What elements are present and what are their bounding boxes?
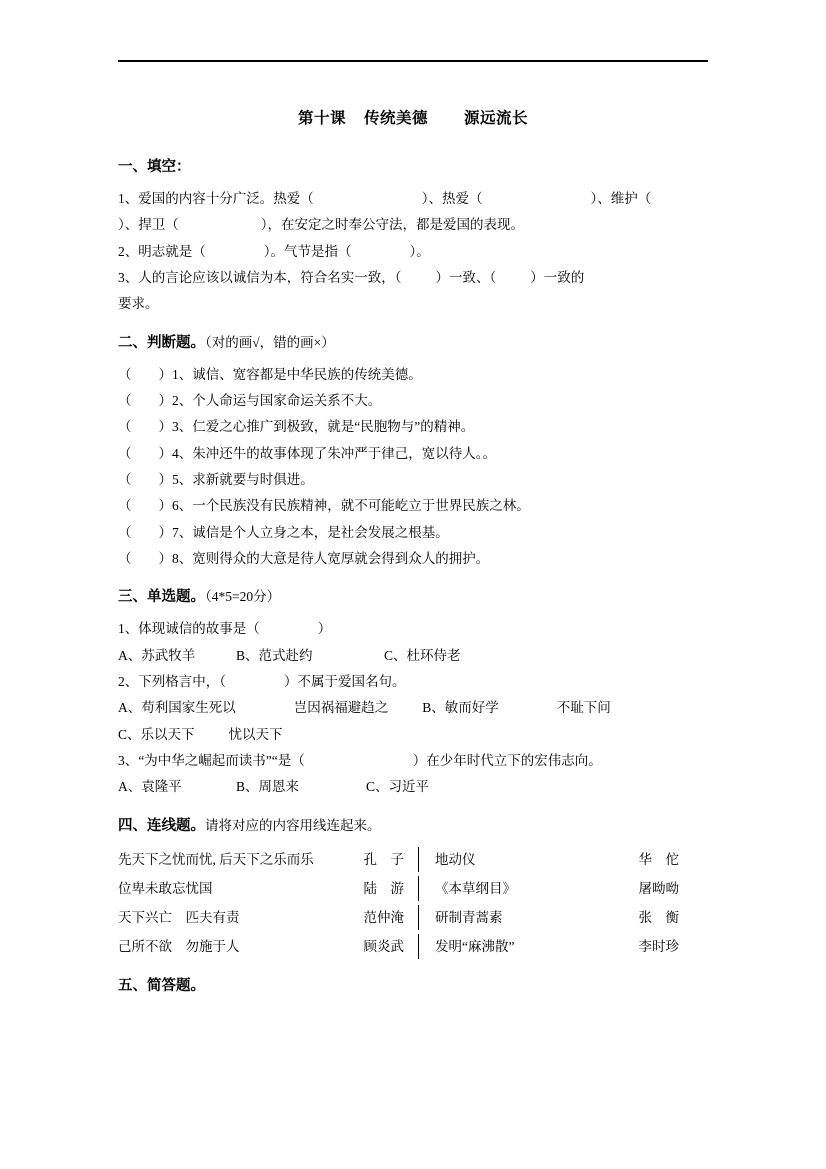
- match-left-name: 顾炎武: [363, 938, 404, 954]
- choice-head-label: 三、单选题。: [118, 589, 205, 606]
- match-left-cell: [118, 845, 418, 874]
- choice-q2-option-b-cont: 不耻下问: [556, 700, 611, 716]
- choice-q2-option-b: B、敏而好学: [422, 700, 499, 716]
- match-head-note: 请将对应的内容用线连起来。: [205, 817, 381, 833]
- fill-question-1-cont: [118, 212, 708, 238]
- judge-item: （ ）7、诚信是个人立身之本，是社会发展之根基。: [118, 524, 449, 540]
- match-left-phrase: 己所不欲 勿施于人: [118, 938, 240, 954]
- match-right-phrase: 发明“麻沸散”: [435, 938, 515, 954]
- choice-head-note: （4*5=20分）: [205, 589, 281, 605]
- fill-q1-b: ）、热爱（: [421, 191, 483, 207]
- choice-q2-option-c-cont: 忧以天下: [228, 726, 283, 742]
- match-left-cell: [118, 903, 418, 932]
- judge-item: （ ）2、个人命运与国家命运关系不大。: [118, 393, 382, 409]
- match-left-phrase: 位卑未敢忘忧国: [118, 880, 213, 896]
- judge-item: （ ）4、朱冲还牛的故事体现了朱冲严于律己，宽以待人。。: [118, 445, 496, 461]
- fill-question-3-cont: 要求。: [118, 296, 159, 312]
- choice-q3-end: ）在少年时代立下的宏伟志向。: [412, 752, 602, 768]
- section-heading-match: [118, 813, 708, 839]
- fill-question-3: [118, 265, 708, 291]
- judge-head-label: 二、判断题。: [118, 334, 205, 351]
- choice-question-3: [118, 748, 708, 774]
- match-table: [118, 845, 708, 961]
- match-right-name: 华 佗: [638, 851, 679, 867]
- judge-item: （ ）5、求新就要与时俱进。: [118, 472, 314, 487]
- match-right-phrase: 《本草纲目》: [435, 880, 516, 896]
- choice-q2-option-a-cont: 岂因祸福避趋之: [293, 700, 389, 716]
- judge-item: （ ）6、一个民族没有民族精神，就不可能屹立于世界民族之林。: [118, 498, 530, 514]
- choice-q2-text: 2、下列格言中，（: [118, 673, 226, 689]
- match-left-name: 范仲淹: [363, 909, 404, 925]
- fill-q1-d: ）、捍卫（: [118, 217, 179, 233]
- match-row: [118, 845, 708, 874]
- match-left-phrase: 天下兴亡 匹夫有责: [118, 909, 240, 925]
- fill-q3-c: ）一致的: [530, 270, 585, 286]
- choice-q2-options-line1: [118, 695, 708, 721]
- title-part1: 传统美德: [363, 110, 428, 127]
- choice-q2-option-a: A、苟利国家生死以: [118, 700, 236, 716]
- section-heading-judge: [118, 330, 708, 356]
- choice-question-2: [118, 669, 708, 695]
- match-right-cell: [419, 903, 679, 932]
- match-right-cell: [419, 932, 679, 961]
- match-left-name: 陆 游: [363, 880, 404, 896]
- choice-q1-option-a: A、苏武牧羊: [118, 647, 196, 663]
- fill-question-2: [118, 239, 708, 265]
- fill-q1-c: ）、维护（: [590, 191, 652, 207]
- fill-q3-b: ）一致、（: [435, 270, 497, 286]
- choice-q1-option-c: C、杜环侍老: [384, 647, 461, 663]
- choice-question-1: [118, 616, 708, 642]
- match-right-cell: [419, 845, 679, 874]
- choice-q1-option-b: B、范式赴约: [236, 647, 313, 663]
- match-right-name: 屠呦呦: [638, 880, 679, 896]
- judge-head-note: （对的画√，错的画×）: [205, 334, 335, 350]
- choice-q2-end: ）不属于爱国名句。: [284, 673, 406, 689]
- choice-q3-option-c: C、习近平: [366, 779, 430, 795]
- fill-q1-a: 1、爱国的内容十分广泛。热爱（: [118, 191, 314, 207]
- fill-q2-c: ）。: [409, 243, 430, 259]
- match-right-name: 李时珍: [638, 938, 679, 954]
- page-title: [118, 106, 708, 128]
- fill-question-1: [118, 186, 708, 212]
- title-part2: 源远流长: [464, 110, 529, 127]
- judge-item: （ ）3、仁爱之心推广到极致，就是“民胞物与”的精神。: [118, 419, 475, 435]
- match-left-name: 孔 子: [363, 851, 404, 867]
- match-row: [118, 874, 708, 903]
- choice-q2-options-line2: [118, 722, 708, 748]
- judge-item: （ ）1、诚信、宽容都是中华民族的传统美德。: [118, 366, 422, 382]
- choice-q3-option-b: B、周恩来: [236, 779, 300, 795]
- title-lesson: 第十课: [297, 110, 346, 127]
- choice-q3-text: 3、“为中华之崛起而读书”“是（: [118, 752, 305, 768]
- match-right-phrase: 地动仪: [435, 851, 476, 867]
- match-left-cell: [118, 874, 418, 903]
- fill-q3-a: 3、人的言论应该以诚信为本，符合名实一致，（: [118, 270, 402, 286]
- choice-q3-options: [118, 774, 708, 800]
- header-rule: [118, 60, 708, 62]
- match-left-phrase: 先天下之忧而忧, 后天下之乐而乐: [118, 851, 314, 867]
- document-body: [118, 60, 708, 1005]
- choice-q3-option-a: A、袁隆平: [118, 779, 182, 795]
- fill-q1-e: ），在安定之时奉公守法，都是爱国的表现。: [260, 217, 524, 233]
- match-right-cell: [419, 874, 679, 903]
- fill-q2-a: 2、明志就是（: [118, 243, 206, 259]
- section-heading-short: 五、简答题。: [118, 977, 205, 994]
- match-right-name: 张 衡: [638, 909, 679, 925]
- choice-q1-options: [118, 643, 708, 669]
- section-heading-fill: 一、填空：: [118, 159, 191, 175]
- choice-q2-option-c: C、乐以天下: [118, 726, 195, 742]
- match-row: [118, 903, 708, 932]
- section-heading-choice: [118, 584, 708, 610]
- choice-q1-text: 1、体现诚信的故事是（: [118, 621, 260, 637]
- match-head-label: 四、连线题。: [118, 817, 205, 834]
- judge-item: （ ）8、宽则得众的大意是待人宽厚就会得到众人的拥护。: [118, 550, 490, 566]
- choice-q1-end: ）: [317, 621, 332, 637]
- match-right-phrase: 研制青蒿素: [435, 909, 503, 925]
- match-left-cell: [118, 932, 418, 961]
- match-row: [118, 932, 708, 961]
- fill-q2-b: ）。气节是指（: [263, 243, 352, 259]
